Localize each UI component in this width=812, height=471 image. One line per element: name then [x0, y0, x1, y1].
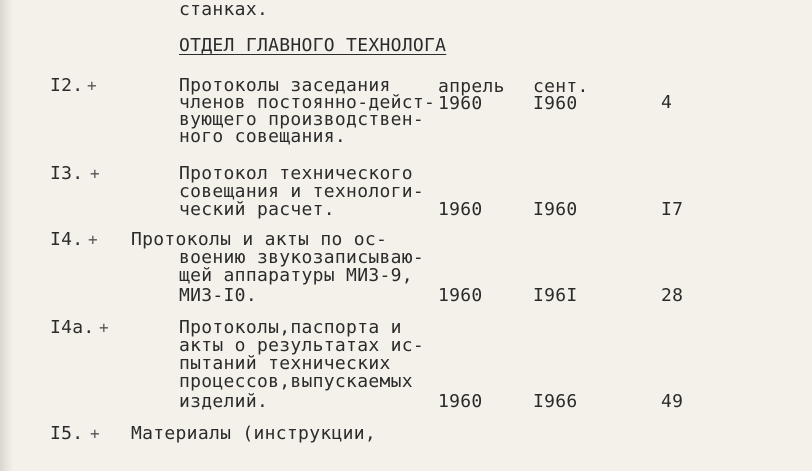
entry-text-line: ного совещания. — [179, 126, 347, 147]
sheet-count: 4 — [661, 92, 673, 113]
entry-text-line: щей аппаратуры МИЗ-9, — [179, 265, 413, 286]
end-date: сент. I960 — [533, 76, 589, 114]
entry-text-line: Протоколы и акты по ос- — [131, 229, 388, 250]
sheet-count: 28 — [661, 285, 684, 306]
end-date: I966 — [533, 391, 578, 412]
entry-text-line: процессов,выпускаемых — [179, 371, 413, 392]
entry-text-line: ческий расчет. — [179, 199, 335, 220]
entry-text-line: Протокол технического — [179, 163, 413, 184]
entry-text-line: Протоколы,паспорта и — [179, 317, 402, 338]
page-edge — [0, 0, 14, 471]
entry-text-line: изделий. — [179, 391, 269, 412]
sheet-count: 49 — [661, 391, 684, 412]
check-mark: + — [90, 424, 100, 443]
entry-text-line: членов постоянно-дейст- — [179, 92, 436, 113]
sheet-count: I7 — [661, 199, 684, 220]
entry-number: I4а. — [50, 317, 95, 338]
check-mark: + — [99, 318, 109, 337]
entry-text-line: МИЗ-I0. — [179, 285, 257, 306]
end-date: I96I — [533, 285, 578, 306]
entry-text-line: совещания и технологи- — [179, 181, 425, 202]
entry-number: I2. — [50, 75, 84, 96]
entry-text-line: воению звукозаписываю- — [179, 247, 425, 268]
section-heading: ОТДЕЛ ГЛАВНОГО ТЕХНОЛОГА — [179, 35, 447, 56]
check-mark: + — [88, 230, 98, 249]
entry-text-line: Протоколы заседания — [179, 75, 391, 96]
start-date: 1960 — [438, 285, 483, 306]
start-date: 1960 — [438, 199, 483, 220]
top-fragment: станках. — [179, 0, 269, 20]
entry-text-line: вующего производствен- — [179, 109, 425, 130]
entry-number: I3. — [50, 163, 84, 184]
entry-text-line: акты о результатах ис- — [179, 335, 425, 356]
entry-text-line: Материалы (инструкции, — [131, 423, 377, 444]
start-date: 1960 — [438, 391, 483, 412]
end-date: I960 — [533, 199, 578, 220]
check-mark: + — [90, 164, 100, 183]
start-date: апрель 1960 — [438, 76, 505, 114]
entry-number: I4. — [50, 229, 84, 250]
check-mark: + — [87, 76, 97, 95]
entry-number: I5. — [50, 423, 84, 444]
entry-text-line: пытаний технических — [179, 353, 391, 374]
